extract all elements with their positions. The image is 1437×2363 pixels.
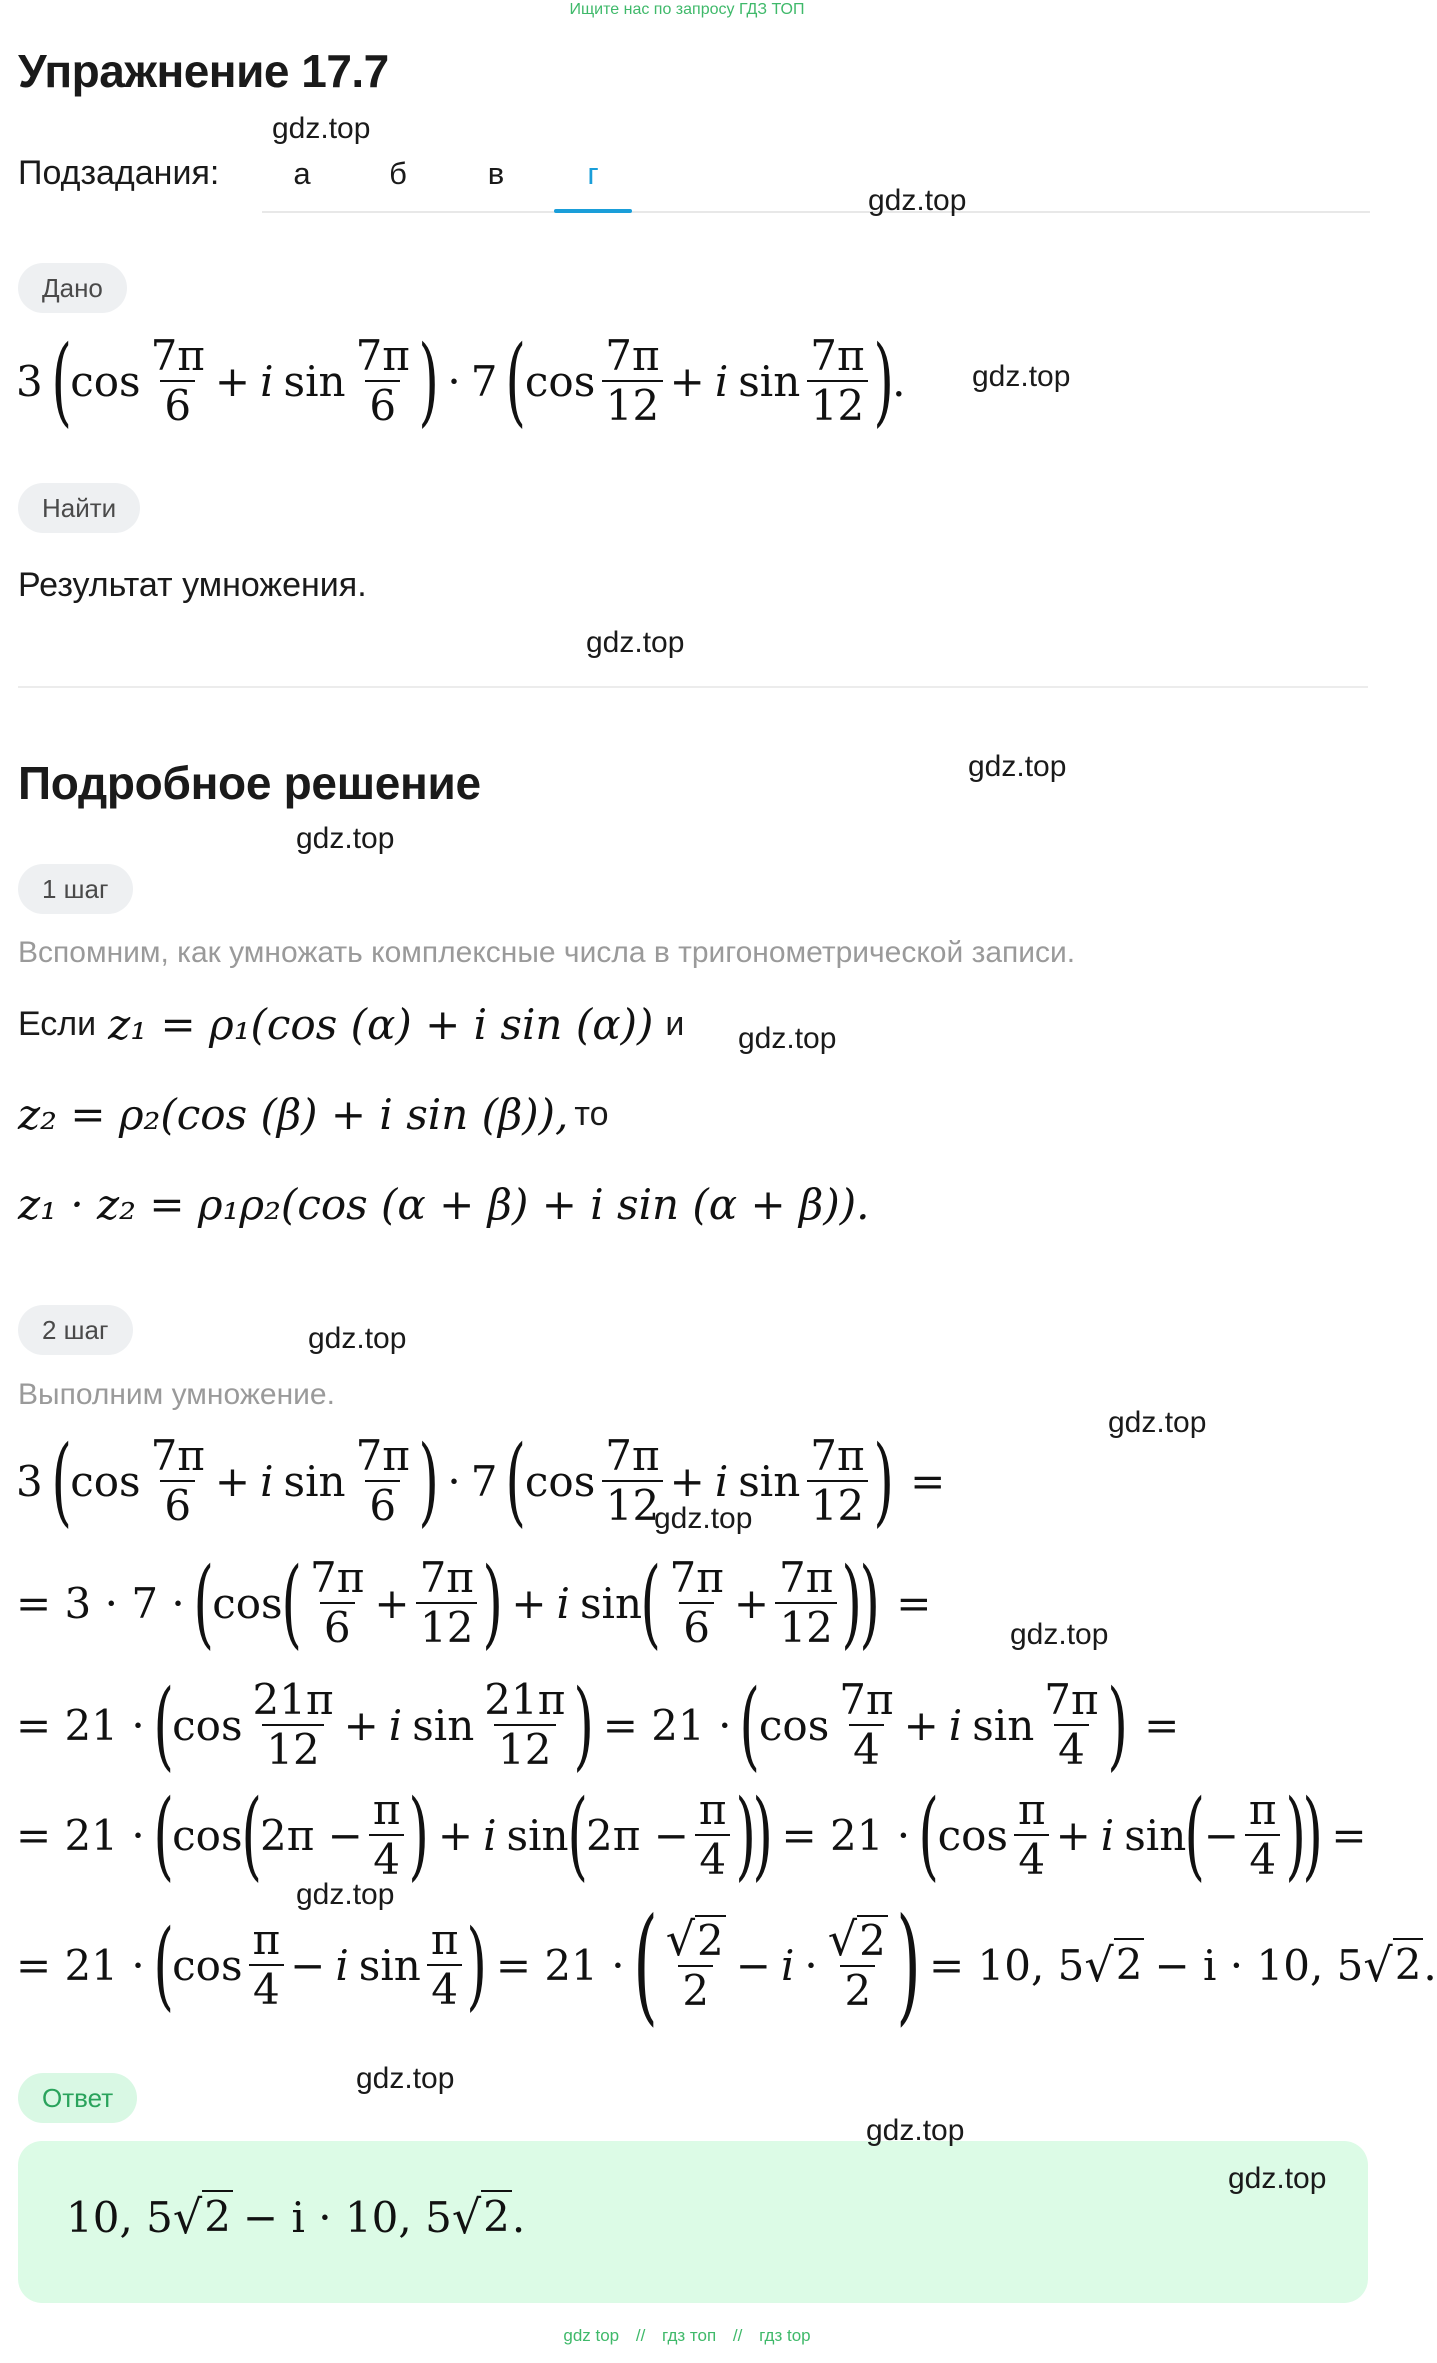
footer-links bbox=[0, 2326, 1374, 2346]
solution-title: Подробное решение bbox=[18, 757, 481, 809]
watermark: gdz.top bbox=[654, 1502, 753, 1535]
find-badge: Найти bbox=[18, 483, 140, 533]
step1-line3: z₁ · z₂ = ρ₁ρ₂(cos (α + β) + i sin (α + β)). bbox=[18, 1180, 870, 1229]
footer-separator: // bbox=[635, 2326, 646, 2345]
step2-row3: = 21 · ( cos $\frac{21\pi}{12}$ + i sin $\frac{21\pi}{12}$ ) = 21 · ( cos $\frac{7\pi}{4}$ + i sin $\frac{7\pi}{4}$ ) = bbox=[16, 1669, 1180, 1781]
watermark: gdz.top bbox=[866, 2114, 965, 2147]
watermark: gdz.top bbox=[968, 750, 1067, 783]
footer-separator: // bbox=[732, 2326, 743, 2345]
section-divider bbox=[18, 686, 1368, 688]
watermark: gdz.top bbox=[296, 1878, 395, 1911]
given-badge: Дано bbox=[18, 263, 127, 313]
watermark: gdz.top bbox=[272, 112, 371, 145]
footer-link[interactable]: gdz top bbox=[563, 2326, 620, 2345]
step2-badge: 2 шаг bbox=[18, 1305, 133, 1355]
watermark: gdz.top bbox=[972, 360, 1071, 393]
footer-link[interactable]: гдз топ bbox=[662, 2326, 717, 2345]
watermark: gdz.top bbox=[1010, 1618, 1109, 1651]
answer-badge: Ответ bbox=[18, 2073, 137, 2123]
tab-a[interactable]: а bbox=[293, 156, 311, 191]
page-title: Упражнение 17.7 bbox=[18, 45, 389, 97]
watermark: gdz.top bbox=[738, 1022, 837, 1055]
step2-row4: = 21 · ( cos ( 2π − $\frac{\pi}{4}$ ) + i sin ( 2π − $\frac{\pi}{4}$ ) ) = 21 · ( cos $\frac{\pi}{4}$ + i sin ( − $\frac{\pi}{4}$ ) ) = bbox=[16, 1779, 1367, 1891]
step2-row5: = 21 · ( cos $\frac{\pi}{4}$ − i sin $\frac{\pi}{4}$ ) = 21 · ( √ 2 2 − i · √ 2 2 ) = 10, 5 √ 2 − i · 10, 5 √ 2 . bbox=[16, 1891, 1437, 2038]
active-tab-indicator bbox=[554, 209, 632, 213]
tab-g[interactable]: г bbox=[587, 156, 599, 191]
answer-value: 10, 5 √ 2 − i · 10, 5 √ 2 . bbox=[66, 2190, 526, 2244]
watermark: gdz.top bbox=[308, 1322, 407, 1355]
step2-hint: Выполним умножение. bbox=[18, 1378, 335, 1411]
top-banner[interactable]: Ищите нас по запросу ГДЗ ТОП bbox=[569, 1, 805, 18]
tab-v[interactable]: в bbox=[487, 156, 505, 191]
watermark: gdz.top bbox=[356, 2062, 455, 2095]
watermark: gdz.top bbox=[868, 184, 967, 217]
step2-row2: = 3 · 7 · ( cos ( $\frac{7\pi}{6}$ + $\frac{7\pi}{12}$ ) + i sin ( $\frac{7\pi}{6}$ + $\frac{7\pi}{12}$ ) ) = bbox=[16, 1547, 932, 1659]
step1-line2: z₂ = ρ₂(cos (β) + i sin (β)), то bbox=[18, 1090, 609, 1139]
find-text: Результат умножения. bbox=[18, 566, 367, 604]
step1-line1: Если z₁ = ρ₁(cos (α) + i sin (α)) и bbox=[18, 1000, 685, 1049]
watermark: gdz.top bbox=[586, 626, 685, 659]
step1-hint: Вспомним, как умножать комплексные числа в тригонометрической записи. bbox=[18, 936, 1076, 969]
tab-b[interactable]: б bbox=[389, 156, 407, 191]
watermark: gdz.top bbox=[1108, 1406, 1207, 1439]
step1-badge: 1 шаг bbox=[18, 864, 133, 914]
tabs-rule bbox=[262, 211, 1370, 213]
subtasks-label: Подзадания: bbox=[18, 154, 220, 192]
watermark: gdz.top bbox=[296, 822, 395, 855]
step2-row1: 3 ( cos $\frac{7\pi}{6}$ + i sin $\frac{7\pi}{6}$ ) · 7 ( cos $\frac{7\pi}{12}$ + i sin $\frac{7\pi}{12}$ ) = bbox=[16, 1425, 946, 1537]
footer-link[interactable]: гдз top bbox=[759, 2326, 811, 2345]
watermark: gdz.top bbox=[1228, 2162, 1327, 2195]
given-expression: 3 ( cos $\frac{7\pi}{6}$ + i sin $\frac{7\pi}{6}$ ) · 7 ( cos $\frac{7\pi}{12}$ + i sin $\frac{7\pi}{12}$ ) . bbox=[16, 325, 906, 437]
